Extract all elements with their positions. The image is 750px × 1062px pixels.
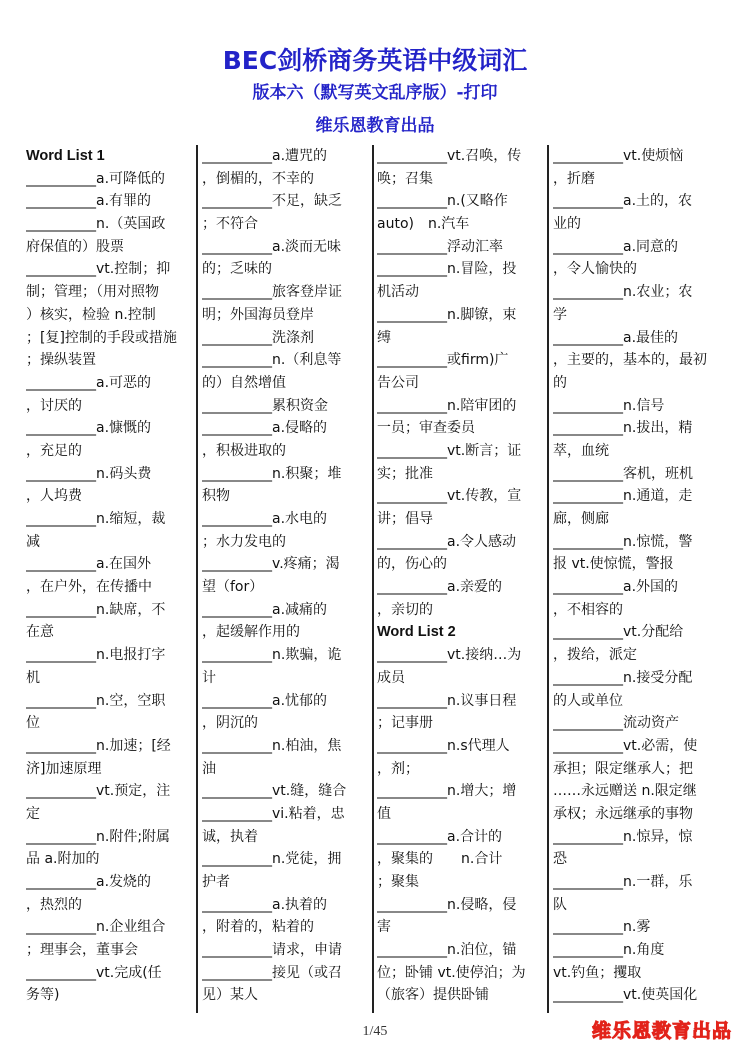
vocab-line: 讲；倡导	[377, 511, 433, 527]
vocab-line: ，不相容的	[553, 601, 623, 618]
page-number: 1/45	[362, 1024, 388, 1039]
column-divider	[547, 145, 549, 1013]
vocab-line: __________n.惊异，惊	[553, 828, 693, 845]
vocab-line: 位；卧铺 vt.使停泊；为	[377, 964, 526, 981]
vocab-line: __________累积资金	[202, 397, 328, 414]
vocab-line: 减	[26, 533, 40, 550]
vocab-line: __________n.加速；[经	[26, 737, 171, 754]
vocab-line: 萃，血统	[553, 442, 609, 459]
vocab-line: __________n.党徒，拥	[202, 851, 342, 868]
vocab-line: ，主要的，基本的，最初	[553, 352, 707, 369]
vocab-line: 缚	[377, 329, 391, 346]
vocab-line: ；不符合	[202, 216, 258, 233]
vocab-line: __________n.附件;附属	[26, 828, 171, 845]
vocab-line: （旅客）提供卧铺	[377, 987, 489, 1004]
vocab-line: __________n.空，空职	[26, 692, 166, 709]
vocab-line: __________n.通道，走	[553, 488, 693, 505]
vocab-line: __________n.缺席，不	[26, 601, 166, 618]
vocab-line: __________vt.接纳…为	[377, 647, 522, 664]
vocab-line: auto) n.汽车	[377, 216, 470, 233]
vocab-line: 计	[202, 669, 216, 686]
vocab-line: 机	[26, 669, 40, 686]
vocab-line: __________客机，班机	[553, 465, 693, 482]
column-divider	[196, 145, 198, 1013]
vocab-line: 见）某人	[202, 987, 258, 1004]
vocab-line: __________n.陪审团的	[377, 397, 517, 414]
vocab-line: __________不足，缺乏	[202, 193, 342, 210]
vocab-line: __________n.惊慌，警	[553, 533, 693, 550]
vocab-line: __________vi.粘着，忠	[202, 805, 345, 822]
vocab-line: ，倒楣的，不幸的	[202, 170, 314, 187]
vocab-line: ；理事会，董事会	[26, 942, 138, 959]
vocab-line: 位	[26, 715, 40, 732]
vocab-line: __________vt.使烦恼	[553, 148, 684, 164]
vocab-line: __________vt.完成(任	[26, 964, 162, 981]
vocab-line: 府保值的）股票	[26, 238, 124, 255]
vocab-line: 报 vt.使惊慌，警报	[553, 556, 674, 573]
vocab-line: __________v.疼痛；渴	[202, 556, 340, 573]
vocab-line: ）核实，检验 n.控制	[26, 306, 156, 323]
watermark-logo: 维乐恩教育出品	[591, 1020, 732, 1042]
vocab-line: __________a.发烧的	[26, 874, 152, 890]
vocab-line: __________n.脚镣，束	[377, 306, 517, 323]
column-3	[377, 145, 549, 1013]
vocab-line: __________n.欺骗，诡	[202, 647, 342, 664]
vocab-line: __________a.在国外	[26, 556, 152, 573]
vocab-line: __________n.议事日程	[377, 692, 517, 709]
vocab-line: 济]加速原理	[26, 760, 102, 777]
vocab-line: ；操纵装置	[26, 352, 96, 369]
vocab-line: __________n.接受分配	[553, 669, 693, 686]
vocab-line: ，阴沉的	[202, 715, 258, 732]
vocab-line: __________a.水电的	[202, 511, 328, 527]
vocab-line: ；[复]控制的手段或措施	[26, 329, 177, 346]
vocab-line: __________流动资产	[553, 715, 679, 732]
vocab-line: __________a.慷慨的	[26, 420, 152, 437]
vocab-line: __________n.积聚；堆	[202, 465, 342, 482]
vocab-line: __________a.亲爱的	[377, 579, 503, 596]
vocab-line: 在意	[26, 624, 54, 641]
vocab-line: 明；外国海员登岸	[202, 306, 314, 323]
vocab-line: 学	[553, 306, 567, 323]
vocab-line: __________或firm)广	[377, 352, 509, 369]
vocab-line: 的	[553, 374, 567, 391]
vocab-line: ，剂；	[377, 760, 419, 777]
vocab-line: 的人或单位	[553, 692, 623, 709]
vocab-line: 恐	[553, 851, 567, 868]
vocab-line: __________vt.必需，使	[553, 737, 698, 754]
vocab-line: __________a.外国的	[553, 579, 679, 596]
vocab-line: 务等)	[26, 987, 60, 1004]
vocab-line: 承权；永远继承的事物	[553, 805, 693, 822]
vocab-line: __________a.忧郁的	[202, 692, 328, 709]
vocab-line: __________vt.分配给	[553, 624, 684, 641]
vocab-line: 的；乏味的	[202, 261, 272, 278]
vocab-line: __________a.执着的	[202, 896, 328, 913]
vocab-line: __________vt.传教，宣	[377, 488, 522, 505]
publisher-line: 维乐恩教育出品	[315, 116, 435, 136]
vocab-line: 业的	[553, 216, 581, 233]
vocab-line: 护者	[202, 874, 230, 890]
vocab-line: 唤；召集	[377, 170, 433, 187]
vocab-line: __________n.电报打字	[26, 647, 166, 664]
vocab-line: __________n.侵略，侵	[377, 896, 517, 913]
vocab-line: ，充足的	[26, 442, 82, 459]
vocab-line: 积物	[202, 488, 230, 505]
vocab-line: ，令人愉快的	[553, 261, 637, 278]
vocab-line: __________n.企业组合	[26, 919, 166, 936]
document-subtitle: 版本六（默写英文乱序版）-打印	[252, 83, 498, 103]
vocab-line: ，积极进取的	[202, 442, 286, 459]
vocab-line: ，拨给，派定	[553, 647, 637, 664]
vocab-line: __________接见（或召	[202, 964, 342, 981]
document-header	[0, 44, 750, 142]
vocab-line: __________旅客登岸证	[202, 284, 342, 301]
vocab-line: 害	[377, 919, 391, 936]
vocab-line: 廊，侧廊	[553, 511, 609, 527]
vocab-line: 制；管理；（用对照物	[26, 284, 159, 301]
vocab-line: __________vt.缝，缝合	[202, 783, 347, 800]
word-list-heading: Word List 2	[377, 624, 456, 641]
vocab-line: __________a.可恶的	[26, 374, 152, 391]
vocab-line: ；记事册	[377, 715, 433, 732]
vocab-line: 的，伤心的	[377, 556, 447, 573]
vocab-line: 的）自然增值	[202, 374, 286, 391]
vocab-line: __________请求，申请	[202, 942, 342, 959]
vocab-line: __________n.（利息等	[202, 352, 342, 369]
vocab-line: __________a.令人感动	[377, 533, 517, 550]
vocab-line: __________n.泊位，锚	[377, 942, 517, 959]
vocab-line: ，聚集的 n.合计	[377, 851, 503, 868]
vocab-line: ，附着的，粘着的	[202, 919, 314, 936]
vocab-line: __________vt.控制；抑	[26, 261, 171, 278]
vocab-line: 定	[26, 805, 40, 822]
vocab-line: __________a.有罪的	[26, 193, 152, 210]
vocab-line: __________n.雾	[553, 919, 651, 936]
vocab-line: __________n.冒险，投	[377, 261, 517, 278]
vocab-line: __________a.淡而无味	[202, 238, 342, 255]
word-list-heading: Word List 1	[26, 148, 105, 164]
vocab-line: 一员；审查委员	[377, 420, 475, 437]
vocab-line: __________a.土的，农	[553, 193, 693, 210]
vocab-line: ，人坞费	[26, 488, 82, 505]
vocab-line: __________n.信号	[553, 397, 665, 414]
vocab-line: __________a.减痛的	[202, 601, 328, 618]
vocab-line: __________vt.断言；证	[377, 442, 522, 459]
vocab-line: ，起缓解作用的	[202, 624, 300, 641]
vocab-line: __________a.可降低的	[26, 170, 166, 187]
vocab-line: 诚，执着	[202, 828, 258, 845]
column-4	[553, 145, 725, 1013]
vocab-line: __________n.农业；农	[553, 284, 693, 301]
word-list-columns	[22, 145, 728, 1013]
vocab-line: __________洗涤剂	[202, 329, 314, 346]
vocab-line: 值	[377, 805, 391, 822]
vocab-line: 实；批准	[377, 465, 433, 482]
vocab-line: __________a.同意的	[553, 238, 679, 255]
vocab-line: ……永远赠送 n.限定继	[553, 783, 697, 800]
vocab-line: __________浮动汇率	[377, 238, 503, 255]
vocab-line: __________vt.预定，注	[26, 783, 171, 800]
vocab-line: 告公司	[377, 374, 419, 391]
vocab-line: ；水力发电的	[202, 533, 286, 550]
vocab-line: 望（for）	[202, 579, 264, 596]
column-1	[26, 145, 198, 1013]
vocab-line: __________n.拔出，精	[553, 420, 693, 437]
vocab-line: ，在户外，在传播中	[26, 579, 152, 596]
document-title: BEC剑桥商务英语中级词汇	[222, 46, 528, 75]
vocab-line: 承担；限定继承人；把	[553, 760, 693, 777]
vocab-line: 油	[202, 760, 216, 777]
vocab-line: __________n.角度	[553, 942, 665, 959]
vocab-line: __________a.合计的	[377, 828, 503, 845]
vocab-line: __________vt.召唤，传	[377, 148, 522, 164]
vocab-line: 品 a.附加的	[26, 851, 100, 868]
vocab-line: __________a.最佳的	[553, 329, 679, 346]
vocab-line: vt.钓鱼；攫取	[553, 964, 642, 981]
vocab-line: __________n.一群，乐	[553, 874, 693, 890]
vocab-line: ，折磨	[553, 170, 595, 187]
vocab-line: 队	[553, 896, 567, 913]
vocab-line: ，讨厌的	[26, 397, 82, 414]
vocab-line: __________a.遭咒的	[202, 148, 328, 164]
column-2	[202, 145, 374, 1013]
vocab-line: __________n.（英国政	[26, 216, 166, 233]
vocab-line: __________n.增大；增	[377, 783, 517, 800]
vocab-line: ；聚集	[377, 874, 419, 890]
vocab-line: __________n.s代理人	[377, 737, 510, 754]
column-divider	[372, 145, 374, 1013]
vocab-line: 成员	[377, 669, 405, 686]
vocab-line: __________n.缩短，裁	[26, 511, 166, 527]
vocab-line: __________n.柏油，焦	[202, 737, 342, 754]
vocab-line: ，亲切的	[377, 601, 433, 618]
vocab-line: __________a.侵略的	[202, 420, 328, 437]
vocab-line: ，热烈的	[26, 896, 82, 913]
vocab-line: __________n.(又略作	[377, 193, 508, 210]
vocab-line: __________n.码头费	[26, 465, 152, 482]
vocab-line: 机活动	[377, 284, 419, 301]
vocab-line: __________vt.使英国化	[553, 987, 698, 1004]
